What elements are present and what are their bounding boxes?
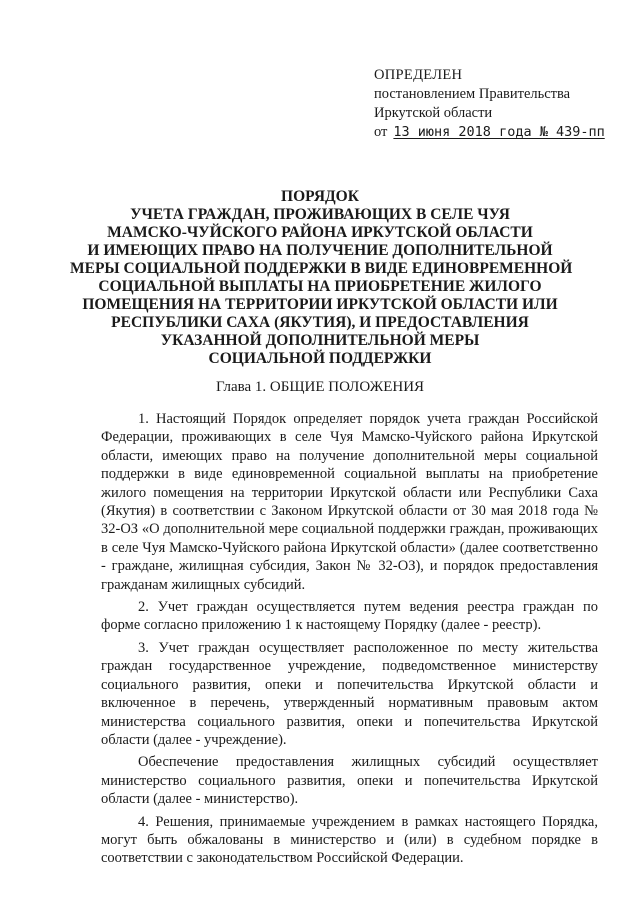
title-line: УЧЕТА ГРАЖДАН, ПРОЖИВАЮЩИХ В СЕЛЕ ЧУЯ: [130, 206, 510, 223]
title-line: СОЦИАЛЬНОЙ ПОДДЕРЖКИ: [208, 350, 432, 367]
title-line: РЕСПУБЛИКИ САХА (ЯКУТИЯ), И ПРЕДОСТАВЛЕНИЯ: [111, 314, 529, 331]
paragraph-3-continued: Обеспечение предоставления жилищных субсидий осуществляет министерство социального развития, опеки и попечительства Иркутской области (далее - министерство).: [101, 754, 598, 808]
paragraph-3: 3. Учет граждан осуществляет расположенное по месту жительства граждан государственное учреждение, подведомственное министерству социального развития, опеки и попечительства Иркутской области и включенное в перечень, утвержденный нормативным правовым актом министерства социального развития, опеки и попечительства Иркутской области (далее - учреждение).: [101, 639, 598, 748]
approval-region: Иркутской области: [374, 105, 493, 121]
approval-authority: постановлением Правительства: [374, 86, 571, 102]
chapter-heading: Глава 1. ОБЩИЕ ПОЛОЖЕНИЯ: [215, 379, 425, 395]
approval-date-number: 13 июня 2018 года № 439-пп: [393, 124, 605, 140]
document-title: [70, 188, 573, 368]
title-line: СОЦИАЛЬНОЙ ВЫПЛАТЫ НА ПРИОБРЕТЕНИЕ ЖИЛОГО: [98, 278, 542, 295]
approval-date-prefix: от: [374, 124, 388, 140]
approval-date-line: [374, 123, 624, 142]
title-line: ПОМЕЩЕНИЯ НА ТЕРРИТОРИИ ИРКУТСКОЙ ОБЛАСТИ ИЛИ: [82, 296, 558, 313]
document-body: [101, 410, 598, 872]
title-line: МАМСКО-ЧУЙСКОГО РАЙОНА ИРКУТСКОЙ ОБЛАСТИ: [107, 224, 533, 241]
paragraph-4: 4. Решения, принимаемые учреждением в рамках настоящего Порядка, могут быть обжалованы в министерство и (или) в судебном порядке в соответствии с законодательством Российской Федерации.: [101, 813, 598, 867]
approval-status: ОПРЕДЕЛЕН: [374, 67, 463, 83]
approval-stamp: [374, 66, 624, 142]
title-line: И ИМЕЮЩИХ ПРАВО НА ПОЛУЧЕНИЕ ДОПОЛНИТЕЛЬНОЙ: [87, 242, 553, 259]
title-heading: ПОРЯДОК: [281, 188, 359, 205]
paragraph-1: 1. Настоящий Порядок определяет порядок учета граждан Российской Федерации, проживающих в селе Чуя Мамско-Чуйского района Иркутской области, имеющих право на получение дополнительной меры социальной поддержки в виде единовременной социальной выплаты на приобретение жилого помещения на территории Иркутской области или Республики Саха (Якутия) в соответствии с Законом Иркутской области от 30 мая 2018 года № 32-ОЗ «О дополнительной мере социальной поддержки граждан, проживающих в селе Чуя Мамско-Чуйского района Иркутской области» (далее соответственно - граждане, жилищная субсидия, Закон № 32-ОЗ), и порядок предоставления гражданам жилищных субсидий.: [101, 411, 598, 593]
title-line: УКАЗАННОЙ ДОПОЛНИТЕЛЬНОЙ МЕРЫ: [160, 332, 480, 349]
paragraph-2: 2. Учет граждан осуществляется путем ведения реестра граждан по форме согласно приложению 1 к настоящему Порядку (далее - реестр).: [101, 599, 598, 634]
title-line: МЕРЫ СОЦИАЛЬНОЙ ПОДДЕРЖКИ В ВИДЕ ЕДИНОВРЕМЕННОЙ: [70, 260, 573, 277]
